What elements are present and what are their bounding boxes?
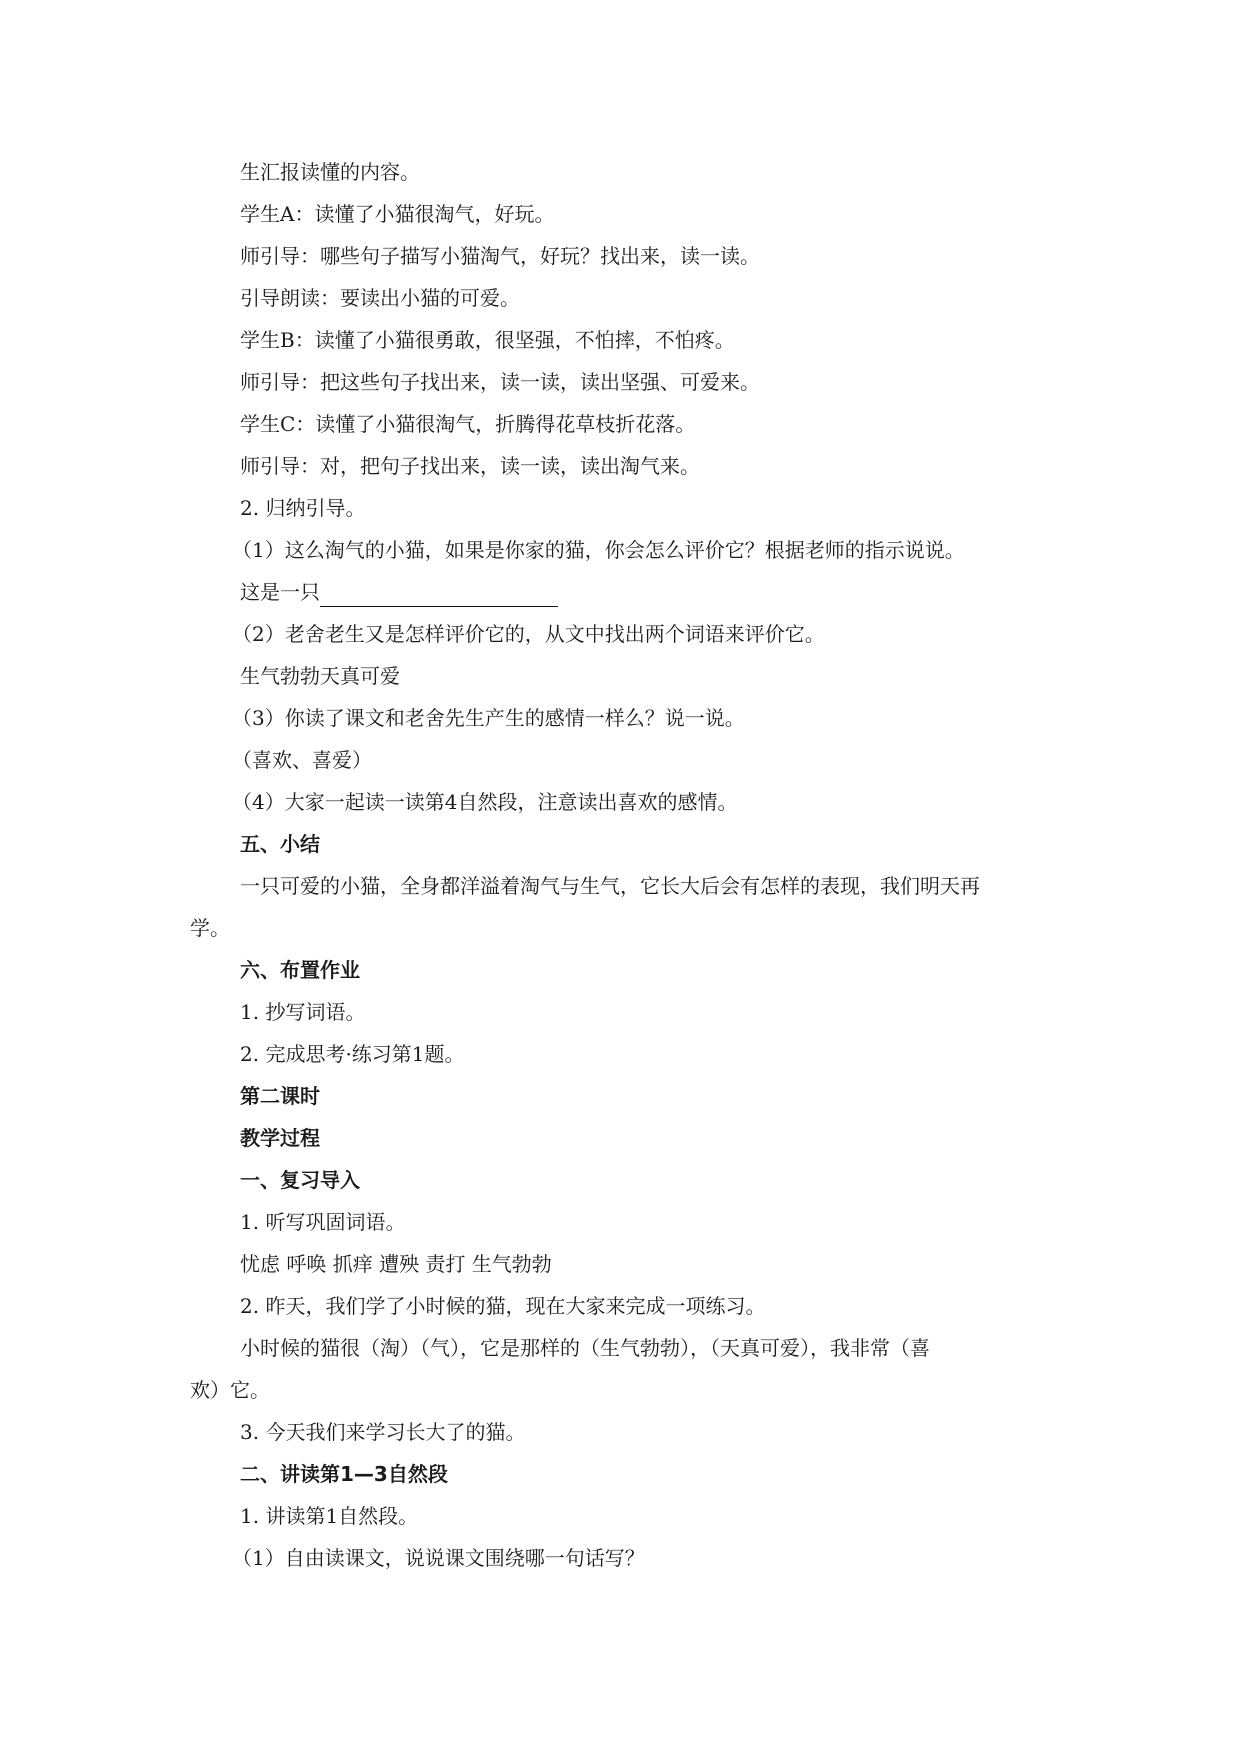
section-heading: 五、小结 (240, 832, 320, 856)
paragraph: 引导朗读：要读出小猫的可爱。 (240, 286, 520, 310)
paragraph: 欢）它。 (190, 1378, 270, 1402)
list-item: 1. 抄写词语。 (240, 1000, 366, 1024)
section-heading: 教学过程 (240, 1126, 320, 1150)
list-item: （1）这么淘气的小猫，如果是你家的猫，你会怎么评价它？根据老师的指示说说。 (232, 538, 965, 562)
paragraph: 小时候的猫很（淘）（气），它是那样的（生气勃勃），（天真可爱），我非常（喜 (240, 1336, 930, 1360)
list-item: （2）老舍老生又是怎样评价它的，从文中找出两个词语来评价它。 (232, 622, 825, 646)
list-item: （4）大家一起读一读第4自然段，注意读出喜欢的感情。 (232, 790, 738, 814)
paragraph: 学生A：读懂了小猫很淘气，好玩。 (240, 202, 555, 226)
list-item: 2. 完成思考·练习第1题。 (240, 1042, 465, 1066)
section-heading: 一、复习导入 (240, 1168, 360, 1192)
section-heading: 六、布置作业 (240, 958, 360, 982)
list-item: 1. 讲读第1自然段。 (240, 1504, 419, 1528)
paragraph: 师引导：把这些句子找出来，读一读，读出坚强、可爱来。 (240, 370, 760, 394)
list-item: 3. 今天我们来学习长大了的猫。 (240, 1420, 526, 1444)
paragraph: 一只可爱的小猫，全身都洋溢着淘气与生气，它长大后会有怎样的表现，我们明天再 (240, 874, 980, 898)
answer-blank (320, 584, 558, 607)
vocabulary-list: 忧虑 呼唤 抓痒 遭殃 责打 生气勃勃 (240, 1252, 552, 1276)
section-heading: 二、讲读第1—3自然段 (240, 1462, 448, 1486)
paragraph: 学生B：读懂了小猫很勇敢，很坚强，不怕摔，不怕疼。 (240, 328, 735, 352)
fill-blank-prompt: 这是一只 (240, 580, 320, 604)
section-heading: 第二课时 (240, 1084, 320, 1108)
list-item: 1. 听写巩固词语。 (240, 1210, 406, 1234)
paragraph: 学生C：读懂了小猫很淘气，折腾得花草枝折花落。 (240, 412, 696, 436)
list-item: 2. 昨天，我们学了小时候的猫，现在大家来完成一项练习。 (240, 1294, 766, 1318)
list-item: （1）自由读课文，说说课文围绕哪一句话写？ (232, 1546, 645, 1570)
paragraph: 师引导：对，把句子找出来，读一读，读出淘气来。 (240, 454, 700, 478)
paragraph: 师引导：哪些句子描写小猫淘气，好玩？找出来，读一读。 (240, 244, 760, 268)
paragraph: 生气勃勃天真可爱 (240, 664, 400, 688)
fill-blank-line (0, 577, 1241, 607)
list-item: 2. 归纳引导。 (240, 496, 366, 520)
paragraph: （喜欢、喜爱） (232, 748, 372, 772)
list-item: （3）你读了课文和老舍先生产生的感情一样么？说一说。 (232, 706, 745, 730)
paragraph: 生汇报读懂的内容。 (240, 160, 420, 184)
paragraph: 学。 (190, 916, 230, 940)
